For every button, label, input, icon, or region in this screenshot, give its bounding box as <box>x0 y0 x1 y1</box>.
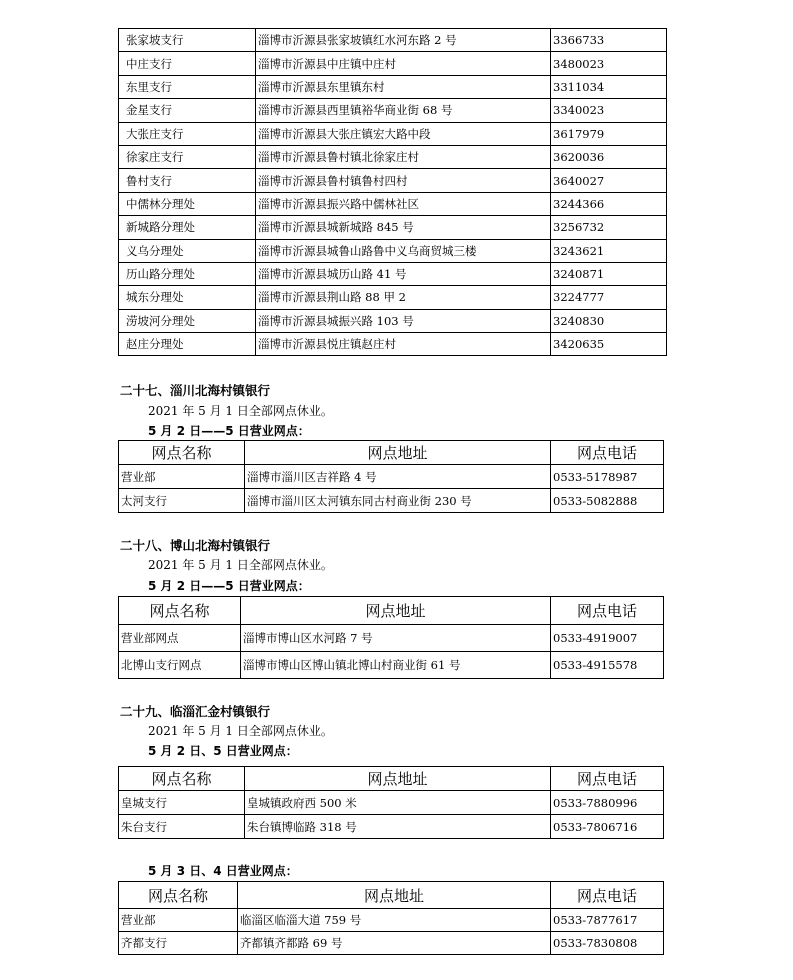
table-row <box>119 216 667 239</box>
branch-phone: 3311034 <box>551 75 667 98</box>
header-phone: 网点电话 <box>551 597 664 625</box>
branch-name: 朱台支行 <box>119 815 245 839</box>
branch-address: 淄博市沂源县中庄镇中庄村 <box>256 52 551 75</box>
table-row <box>119 145 667 168</box>
section-title-28: 二十八、博山北海村镇银行 <box>120 538 271 553</box>
open-dates-29b: 5 月 3 日、4 日营业网点： <box>148 864 298 878</box>
branch-address: 淄博市沂源县张家坡镇红水河东路 2 号 <box>256 29 551 52</box>
branch-address: 淄博市沂源县鲁村镇鲁村四村 <box>256 169 551 192</box>
branch-name: 东里支行 <box>119 75 256 98</box>
branch-name: 赵庄分理处 <box>119 333 256 356</box>
branch-phone: 0533-7806716 <box>551 815 664 839</box>
branch-address: 皇城镇政府西 500 米 <box>245 791 551 815</box>
branch-table-body <box>119 625 664 679</box>
header-phone: 网点电话 <box>551 767 664 791</box>
branch-name: 中儒林分理处 <box>119 192 256 215</box>
header-name: 网点名称 <box>119 597 241 625</box>
table-row <box>119 465 664 489</box>
branch-phone: 0533-7880996 <box>551 791 664 815</box>
open-dates-27: 5 月 2 日——5 日营业网点： <box>148 424 310 438</box>
table-row <box>119 29 667 52</box>
branch-table-29a <box>118 766 664 839</box>
branch-name: 北博山支行网点 <box>119 652 241 679</box>
branch-name: 皇城支行 <box>119 791 245 815</box>
branch-name: 涝坡河分理处 <box>119 309 256 332</box>
branch-address: 淄博市沂源县鲁村镇北徐家庄村 <box>256 145 551 168</box>
branch-phone: 0533-5082888 <box>551 489 664 513</box>
branch-address: 淄博市沂源县城新城路 845 号 <box>256 216 551 239</box>
branch-phone: 0533-7877617 <box>551 909 664 932</box>
branch-phone: 3366733 <box>551 29 667 52</box>
branch-phone: 3256732 <box>551 216 667 239</box>
table-row <box>119 286 667 309</box>
closure-note-27: 2021 年 5 月 1 日全部网点休业。 <box>148 404 333 418</box>
branch-name: 金星支行 <box>119 99 256 122</box>
table-row <box>119 815 664 839</box>
table-row <box>119 122 667 145</box>
branch-address: 淄博市沂源县城鲁山路鲁中义乌商贸城三楼 <box>256 239 551 262</box>
branch-name: 鲁村支行 <box>119 169 256 192</box>
branch-phone: 3243621 <box>551 239 667 262</box>
branch-phone: 3620036 <box>551 145 667 168</box>
open-dates-28: 5 月 2 日——5 日营业网点： <box>148 579 310 593</box>
branch-phone: 3617979 <box>551 122 667 145</box>
branch-name: 中庄支行 <box>119 52 256 75</box>
branch-table-yiyuan <box>118 28 667 356</box>
header-phone: 网点电话 <box>551 882 664 909</box>
header-address: 网点地址 <box>241 597 551 625</box>
branch-name: 营业部网点 <box>119 625 241 652</box>
branch-table-body <box>119 29 667 356</box>
table-row <box>119 169 667 192</box>
header-address: 网点地址 <box>245 767 551 791</box>
branch-phone: 3420635 <box>551 333 667 356</box>
branch-address: 淄博市博山区博山镇北博山村商业街 61 号 <box>241 652 551 679</box>
branch-name: 徐家庄支行 <box>119 145 256 168</box>
branch-phone: 3224777 <box>551 286 667 309</box>
header-name: 网点名称 <box>119 441 245 465</box>
branch-table-body <box>119 791 664 839</box>
branch-address: 淄博市沂源县荆山路 88 甲 2 <box>256 286 551 309</box>
branch-name: 营业部 <box>119 465 245 489</box>
table-row <box>119 625 664 652</box>
open-dates-29a: 5 月 2 日、5 日营业网点： <box>148 744 298 758</box>
branch-address: 淄博市沂源县西里镇裕华商业街 68 号 <box>256 99 551 122</box>
table-row <box>119 309 667 332</box>
branch-address: 齐都镇齐都路 69 号 <box>238 932 551 955</box>
header-address: 网点地址 <box>245 441 551 465</box>
branch-phone: 3480023 <box>551 52 667 75</box>
branch-table-body <box>119 909 664 955</box>
table-row <box>119 791 664 815</box>
branch-address: 淄博市沂源县大张庄镇宏大路中段 <box>256 122 551 145</box>
section-title-29: 二十九、临淄汇金村镇银行 <box>120 704 271 719</box>
branch-address: 淄博市沂源县城振兴路 103 号 <box>256 309 551 332</box>
branch-name: 新城路分理处 <box>119 216 256 239</box>
branch-name: 历山路分理处 <box>119 262 256 285</box>
table-row <box>119 99 667 122</box>
table-row <box>119 52 667 75</box>
branch-phone: 3244366 <box>551 192 667 215</box>
branch-name: 太河支行 <box>119 489 245 513</box>
branch-address: 淄博市沂源县城历山路 41 号 <box>256 262 551 285</box>
branch-name: 齐都支行 <box>119 932 238 955</box>
table-row <box>119 333 667 356</box>
header-name: 网点名称 <box>119 767 245 791</box>
section-title-27: 二十七、淄川北海村镇银行 <box>120 383 271 398</box>
branch-name: 义乌分理处 <box>119 239 256 262</box>
branch-address: 淄博市淄川区太河镇东同古村商业街 230 号 <box>245 489 551 513</box>
branch-address: 淄博市博山区水河路 7 号 <box>241 625 551 652</box>
header-phone: 网点电话 <box>551 441 664 465</box>
table-row <box>119 652 664 679</box>
closure-note-28: 2021 年 5 月 1 日全部网点休业。 <box>148 558 333 572</box>
branch-phone: 0533-4915578 <box>551 652 664 679</box>
branch-table-29b <box>118 881 664 955</box>
branch-phone: 0533-7830808 <box>551 932 664 955</box>
branch-address: 淄博市沂源县东里镇东村 <box>256 75 551 98</box>
branch-name: 营业部 <box>119 909 238 932</box>
branch-table-body <box>119 465 664 513</box>
branch-name: 张家坡支行 <box>119 29 256 52</box>
table-row <box>119 239 667 262</box>
table-row <box>119 75 667 98</box>
branch-name: 大张庄支行 <box>119 122 256 145</box>
branch-address: 淄博市淄川区吉祥路 4 号 <box>245 465 551 489</box>
header-address: 网点地址 <box>238 882 551 909</box>
branch-address: 朱台镇博临路 318 号 <box>245 815 551 839</box>
branch-address: 淄博市沂源县悦庄镇赵庄村 <box>256 333 551 356</box>
branch-address: 临淄区临淄大道 759 号 <box>238 909 551 932</box>
branch-name: 城东分理处 <box>119 286 256 309</box>
header-name: 网点名称 <box>119 882 238 909</box>
table-row <box>119 192 667 215</box>
branch-phone: 3240871 <box>551 262 667 285</box>
branch-phone: 3240830 <box>551 309 667 332</box>
branch-table-28 <box>118 596 664 679</box>
branch-phone: 0533-4919007 <box>551 625 664 652</box>
table-row <box>119 909 664 932</box>
table-row <box>119 489 664 513</box>
branch-phone: 3640027 <box>551 169 667 192</box>
table-row <box>119 932 664 955</box>
branch-table-27 <box>118 440 664 513</box>
branch-phone: 0533-5178987 <box>551 465 664 489</box>
branch-address: 淄博市沂源县振兴路中儒林社区 <box>256 192 551 215</box>
table-row <box>119 262 667 285</box>
branch-phone: 3340023 <box>551 99 667 122</box>
closure-note-29: 2021 年 5 月 1 日全部网点休业。 <box>148 724 333 738</box>
